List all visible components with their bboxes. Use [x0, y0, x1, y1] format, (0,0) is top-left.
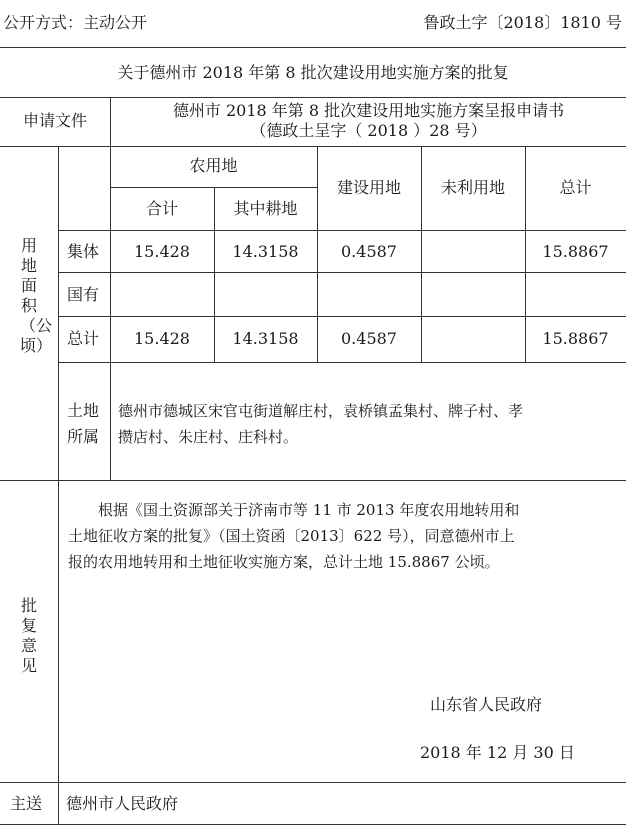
- row-label: 集体: [67, 242, 100, 261]
- row-label: 总计: [67, 329, 100, 348]
- header-farmland-total: 合计: [145, 199, 178, 218]
- header-farmland: 农用地: [189, 156, 238, 175]
- approval-signer: 山东省人民政府: [430, 695, 543, 714]
- cell-farm-total: 15.428: [134, 242, 190, 261]
- ownership-label-line-1: 土地: [67, 401, 100, 420]
- application-line-2: （德政土呈字（ 2018 ）28 号）: [250, 121, 487, 140]
- header-total: 总计: [559, 178, 592, 197]
- approval-date: 2018 年 12 月 30 日: [420, 743, 575, 762]
- application-label: 申请文件: [22, 111, 87, 130]
- cell-construction: 0.4587: [341, 242, 397, 261]
- cell-farm-total: 15.428: [134, 329, 190, 348]
- approval-line-2: 土地征收方案的批复》（国土资函〔2013〕622 号），同意德州市上: [68, 527, 515, 545]
- approval-line-3: 报的农用地转用和土地征收实施方案，总计土地 15.8867 公顷。: [68, 553, 500, 571]
- land-area-side-label: 用地面积（公顷）: [20, 236, 53, 355]
- row-label: 国有: [67, 285, 100, 304]
- disclosure-method: 公开方式：主动公开: [3, 13, 148, 32]
- cell-total: 15.8867: [542, 329, 609, 348]
- approval-line-1: 根据《国土资源部关于济南市等 11 市 2013 年度农用地转用和: [98, 501, 520, 519]
- header-construction: 建设用地: [336, 178, 401, 197]
- send-to-value: 德州市人民政府: [66, 794, 179, 813]
- application-line-1: 德州市 2018 年第 8 批次建设用地实施方案呈报申请书: [172, 101, 565, 120]
- header-unused: 未利用地: [440, 178, 505, 197]
- ownership-line-1: 德州市德城区宋官屯街道解庄村，袁桥镇孟集村、牌子村、孝: [118, 402, 524, 420]
- ownership-label-line-2: 所属: [67, 427, 100, 446]
- cell-cultivated: 14.3158: [232, 329, 299, 348]
- approval-side-label: 批复意见: [20, 596, 37, 675]
- ownership-line-2: 攒店村、朱庄村、庄科村。: [118, 428, 299, 446]
- header-cultivated: 其中耕地: [233, 199, 298, 218]
- cell-total: 15.8867: [542, 242, 609, 261]
- cell-construction: 0.4587: [341, 329, 397, 348]
- cell-cultivated: 14.3158: [232, 242, 299, 261]
- document-number: 鲁政土字〔2018〕1810 号: [423, 13, 622, 32]
- send-to-label: 主送: [10, 794, 43, 813]
- document-title: 关于德州市 2018 年第 8 批次建设用地实施方案的批复: [117, 63, 509, 82]
